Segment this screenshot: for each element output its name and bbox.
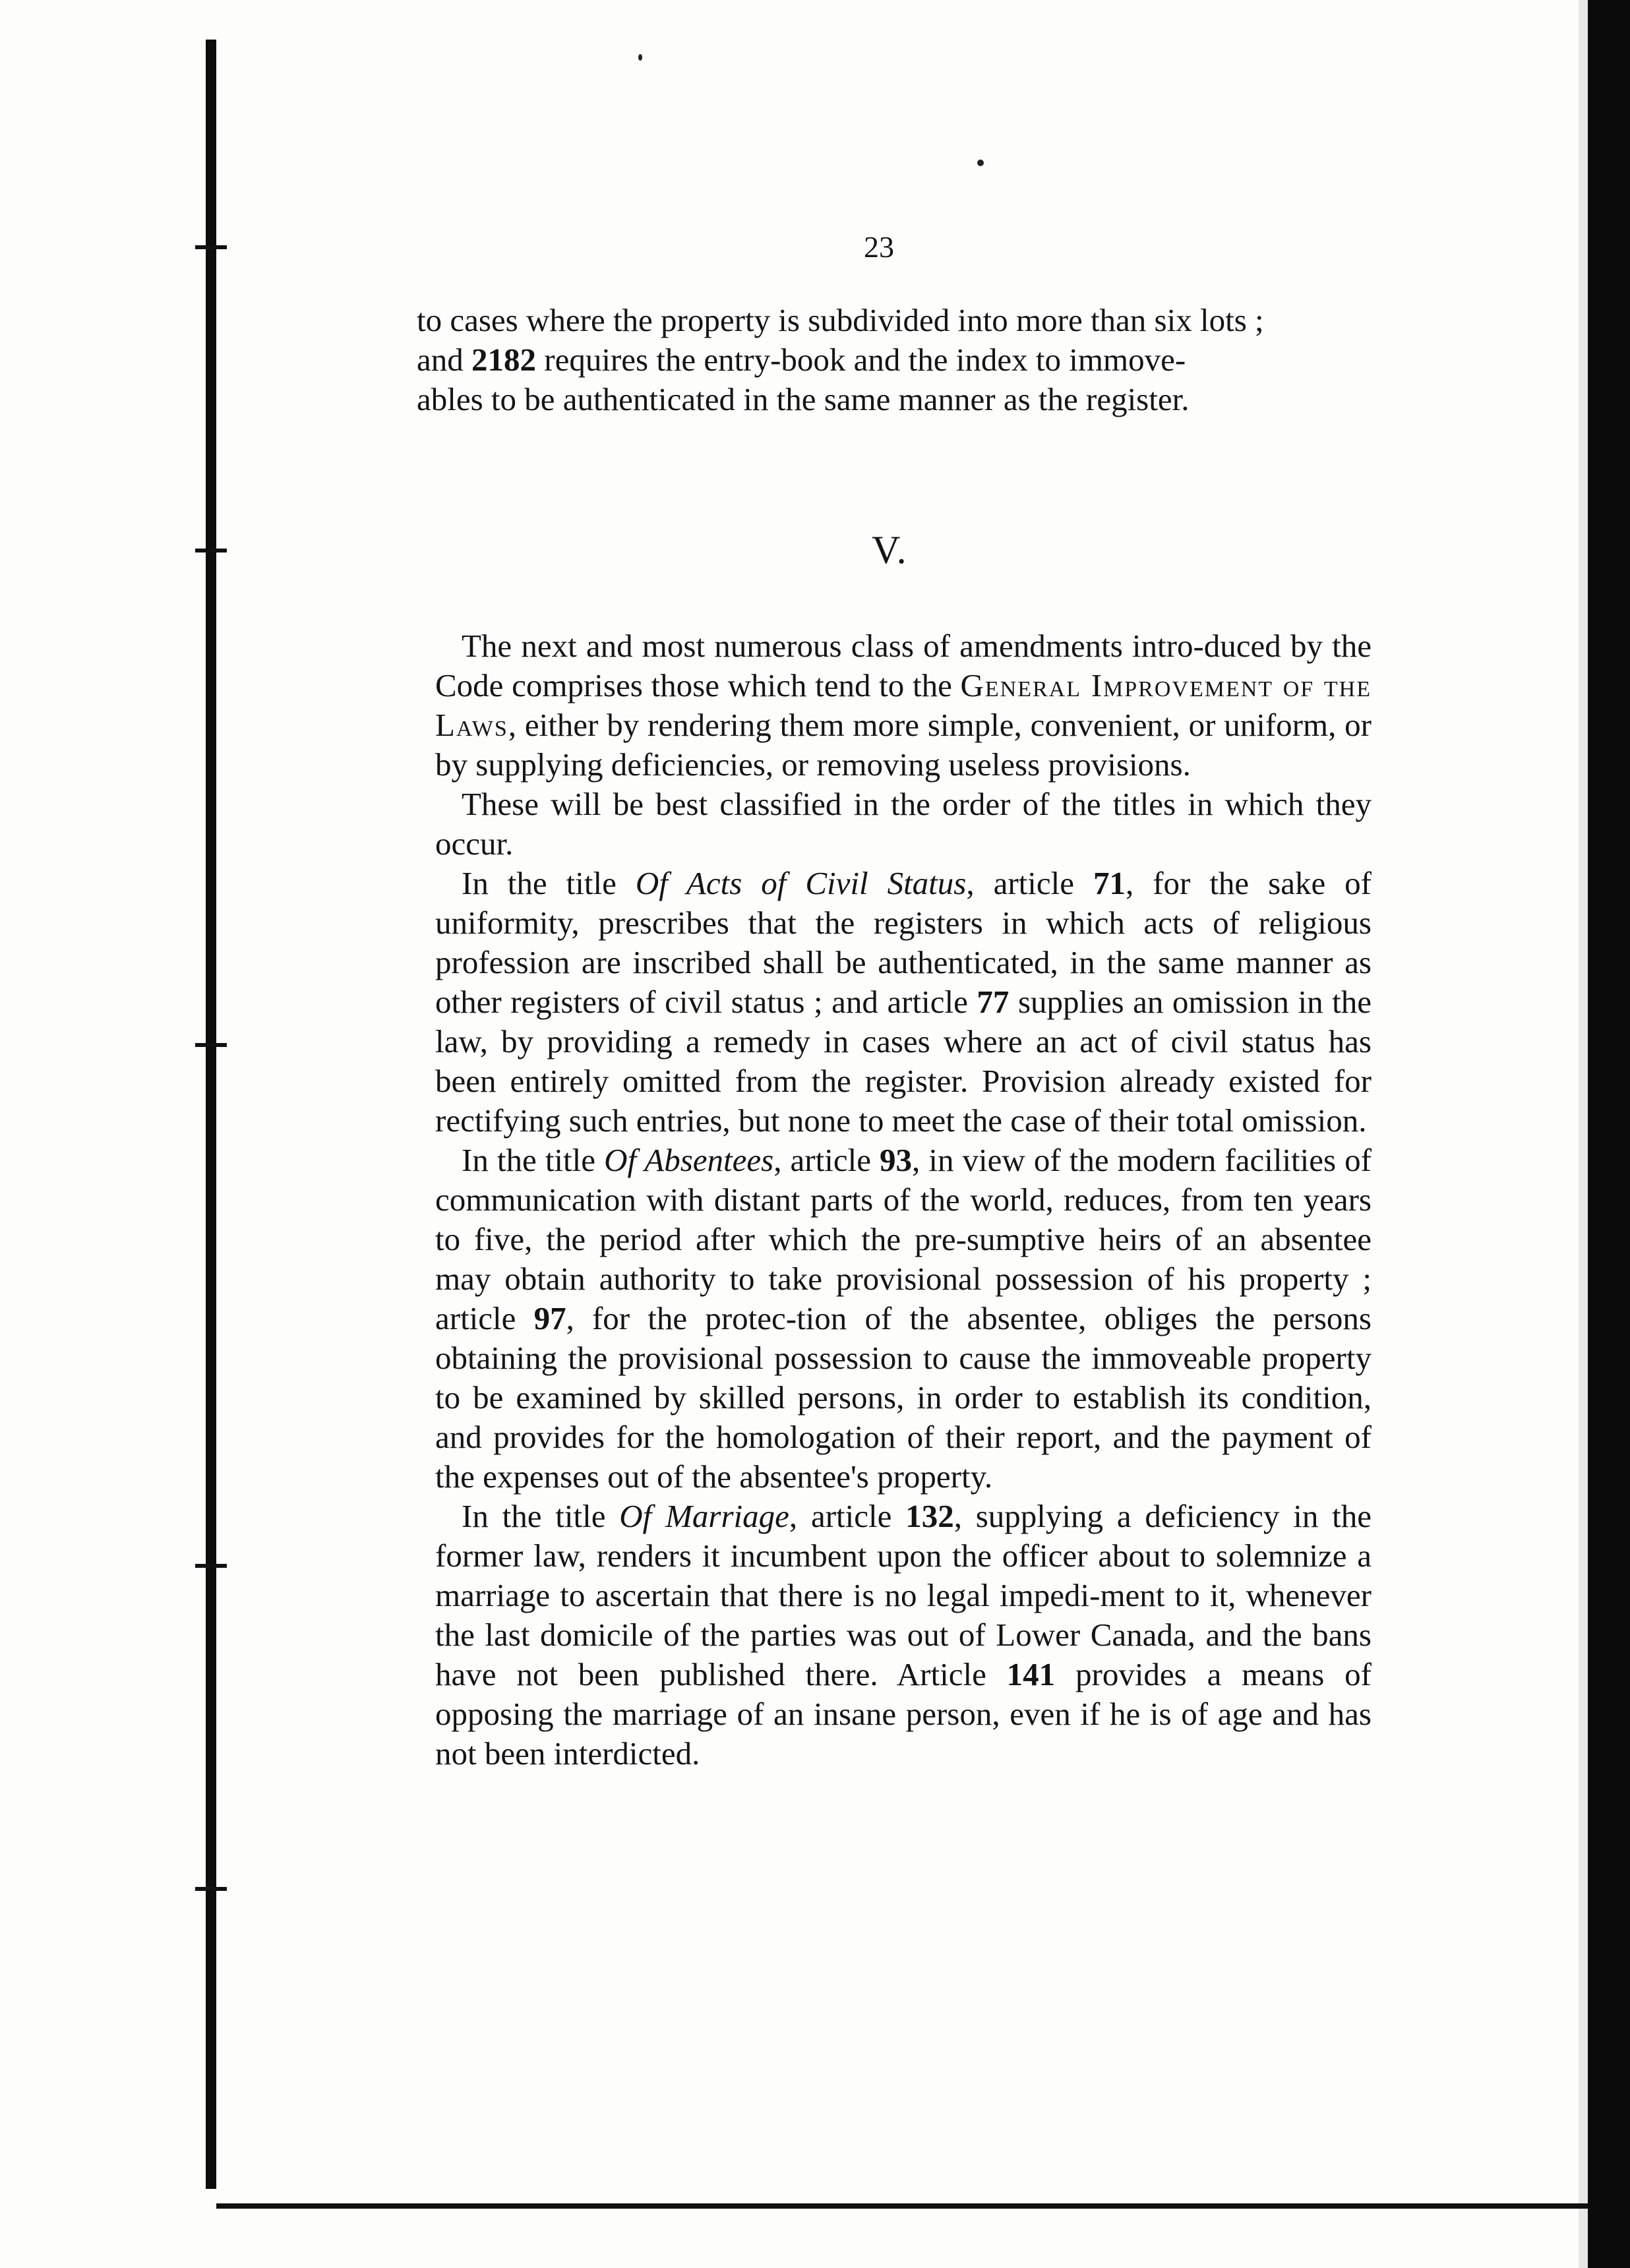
binding-stitch xyxy=(195,1887,227,1891)
binding-stitch xyxy=(195,1564,227,1568)
ink-speck xyxy=(638,54,642,61)
scan-border-bottom xyxy=(216,2203,1588,2209)
article-number: 2182 xyxy=(471,342,536,378)
title-name: Of Marriage xyxy=(619,1498,789,1534)
continuation-text xyxy=(417,301,1353,419)
article-number: 97 xyxy=(533,1300,566,1336)
article-number: 141 xyxy=(1006,1656,1056,1692)
title-name: Of Acts of Civil Status xyxy=(635,865,967,901)
small-caps-heading: General Improvement of the Laws xyxy=(435,667,1372,743)
page-edge-shadow xyxy=(1579,0,1588,2268)
paragraph-general-improvement: The next and most numerous class of amendments intro-duced by the Code comprises those which tend to the General Improvement of the Laws, either by rendering them more simple, convenient, or uniform, or by supplying deficiencies, or removing useless provisions. xyxy=(435,628,1372,783)
binding-edge-top xyxy=(212,40,216,92)
paragraph-civil-status: In the title Of Acts of Civil Status, article 71, for the sake of uniformity, prescribes that the registers in which acts of religious profession are inscribed shall be authenticated, in the same manner as other registers of civil status ; and article 77 supplies an omission in the law, by providing a remedy in cases where an act of civil status has been entirely omitted from the register. Provision already existed for rectifying such entries, but none to meet the case of their total omission. xyxy=(435,865,1372,1139)
binding-edge xyxy=(206,40,216,2189)
paragraph-absentees: In the title Of Absentees, article 93, in view of the modern facilities of communication with distant parts of the world, reduces, from ten years to five, the period after which the pre-sumptive heirs of an absentee may obtain authority to take provisional possession of his property ; article 97, for the protec-tion of the absentee, obliges the persons obtaining the provisional possession to cause the immoveable property to be examined by skilled persons, in order to establish its condition, and provides for the homologation of their report, and the payment of the expenses out of the absentee's property. xyxy=(435,1142,1372,1495)
article-number: 71 xyxy=(1093,865,1126,901)
article-number: 77 xyxy=(977,984,1010,1020)
binding-stitch xyxy=(195,245,227,249)
continuation-line-3: ables to be authenticated in the same manner as the register. xyxy=(417,381,1190,417)
paragraph-marriage: In the title Of Marriage, article 132, supplying a deficiency in the former law, renders it incumbent upon the officer about to solemnize a marriage to ascertain that there is no legal impedi-ment to it, whenever the last domicile of the parties was out of Lower Canada, and the bans have not been published there. Article 141 provides a means of opposing the marriage of an insane person, even if he is of age and has not been interdicted. xyxy=(435,1498,1372,1772)
continuation-line-1: to cases where the property is subdivided into more than six lots ; xyxy=(417,302,1264,338)
scan-border-right xyxy=(1588,0,1630,2268)
paragraph-classification: These will be best classified in the order of the titles in which they occur. xyxy=(435,786,1372,862)
page-number: 23 xyxy=(864,230,894,264)
binding-stitch xyxy=(195,1043,227,1047)
article-number: 93 xyxy=(880,1142,913,1178)
title-name: Of Absentees xyxy=(604,1142,774,1178)
continuation-line-2: and 2182 requires the entry-book and the index to immove- xyxy=(417,342,1186,378)
binding-stitch xyxy=(195,549,227,552)
article-number: 132 xyxy=(905,1498,954,1534)
ink-speck xyxy=(977,160,984,166)
section-heading: V. xyxy=(872,528,908,572)
body-text xyxy=(435,626,1372,1774)
